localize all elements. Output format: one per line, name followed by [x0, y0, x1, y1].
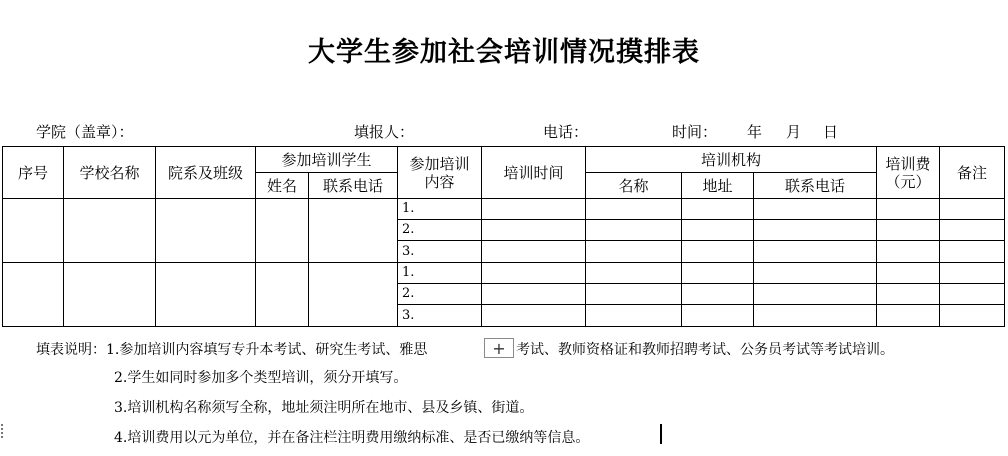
header-seq: 序号 — [3, 147, 64, 199]
page-title: 大学生参加社会培训情况摸排表 — [308, 37, 700, 68]
fee-cell[interactable] — [877, 241, 940, 263]
org-phone-cell[interactable] — [754, 220, 877, 241]
org-address-cell[interactable] — [682, 199, 754, 220]
content-cell[interactable]: 2. — [398, 220, 482, 241]
table-row — [3, 263, 1005, 284]
header-name: 姓名 — [256, 173, 309, 199]
org-name-cell[interactable] — [586, 263, 682, 284]
name-cell[interactable] — [256, 263, 309, 327]
time-cell[interactable] — [482, 220, 586, 241]
month-label: 月 — [786, 123, 802, 141]
time-cell[interactable] — [482, 263, 586, 284]
school-cell[interactable] — [64, 263, 156, 327]
fee-cell[interactable] — [877, 284, 940, 305]
header-fee-line2: （元） — [885, 172, 931, 191]
header-time: 培训时间 — [482, 147, 586, 199]
content-cell[interactable]: 1. — [398, 263, 482, 284]
header-school: 学校名称 — [64, 147, 156, 199]
college-label: 学院（盖章）： — [36, 123, 134, 141]
org-phone-cell[interactable] — [754, 263, 877, 284]
header-student-phone: 联系电话 — [309, 173, 398, 199]
text-cursor — [660, 424, 662, 444]
student-phone-cell[interactable] — [309, 263, 398, 327]
header-org-phone: 联系电话 — [754, 173, 877, 199]
remark-cell[interactable] — [940, 263, 1005, 284]
org-address-cell[interactable] — [682, 263, 754, 284]
header-student-group: 参加培训学生 — [256, 147, 398, 173]
header-content — [398, 147, 482, 199]
fee-cell[interactable] — [877, 263, 940, 284]
table-row — [3, 199, 1005, 220]
header-org-name: 名称 — [586, 173, 682, 199]
remark-cell[interactable] — [940, 284, 1005, 305]
remark-cell[interactable] — [940, 305, 1005, 327]
fee-cell[interactable] — [877, 220, 940, 241]
content-cell[interactable]: 2. — [398, 284, 482, 305]
day-label: 日 — [823, 123, 839, 141]
fee-cell[interactable] — [877, 305, 940, 327]
remark-cell[interactable] — [940, 199, 1005, 220]
name-cell[interactable] — [256, 199, 309, 263]
header-dept-class: 院系及班级 — [156, 147, 256, 199]
seq-cell[interactable] — [3, 199, 64, 263]
org-name-cell[interactable] — [586, 284, 682, 305]
org-name-cell[interactable] — [586, 305, 682, 327]
org-name-cell[interactable] — [586, 241, 682, 263]
time-cell[interactable] — [482, 241, 586, 263]
add-content-button[interactable]: + — [484, 338, 514, 358]
org-address-cell[interactable] — [682, 220, 754, 241]
header-fee-line1: 培训费 — [885, 154, 931, 173]
time-cell[interactable] — [482, 305, 586, 327]
time-cell[interactable] — [482, 284, 586, 305]
org-phone-cell[interactable] — [754, 241, 877, 263]
org-phone-cell[interactable] — [754, 305, 877, 327]
note-3: 3.培训机构名称须写全称，地址须注明所在地市、县及乡镇、街道。 — [114, 400, 534, 416]
note-1-suffix: 考试、教师资格证和教师招聘考试、公务员考试等考试培训。 — [516, 342, 894, 358]
header-org-address: 地址 — [682, 173, 754, 199]
org-phone-cell[interactable] — [754, 284, 877, 305]
fee-cell[interactable] — [877, 199, 940, 220]
time-label: 时间： — [672, 123, 718, 141]
drag-handle-icon[interactable] — [1, 424, 4, 440]
header-remark: 备注 — [940, 147, 1005, 199]
survey-table — [2, 146, 1005, 327]
org-name-cell[interactable] — [586, 220, 682, 241]
year-label: 年 — [747, 123, 763, 141]
org-address-cell[interactable] — [682, 284, 754, 305]
note-2: 2.学生如同时参加多个类型培训，须分开填写。 — [114, 370, 408, 386]
note-4: 4.培训费用以元为单位，并在备注栏注明费用缴纳标准、是否已缴纳等信息。 — [114, 430, 590, 446]
phone-label: 电话： — [543, 123, 589, 141]
header-fee — [877, 147, 940, 199]
seq-cell[interactable] — [3, 263, 64, 327]
header-content-line2: 内容 — [424, 172, 455, 191]
org-address-cell[interactable] — [682, 305, 754, 327]
header-org-group: 培训机构 — [586, 147, 877, 173]
content-cell[interactable]: 3. — [398, 241, 482, 263]
org-name-cell[interactable] — [586, 199, 682, 220]
dept-class-cell[interactable] — [156, 263, 256, 327]
header-content-line1: 参加培训 — [409, 154, 470, 173]
time-cell[interactable] — [482, 199, 586, 220]
reporter-label: 填报人： — [354, 123, 415, 141]
note-1-prefix: 填表说明：1.参加培训内容填写专升本考试、研究生考试、雅思 — [36, 342, 428, 358]
content-cell[interactable]: 3. — [398, 305, 482, 327]
remark-cell[interactable] — [940, 241, 1005, 263]
dept-class-cell[interactable] — [156, 199, 256, 263]
remark-cell[interactable] — [940, 220, 1005, 241]
org-phone-cell[interactable] — [754, 199, 877, 220]
org-address-cell[interactable] — [682, 241, 754, 263]
school-cell[interactable] — [64, 199, 156, 263]
student-phone-cell[interactable] — [309, 199, 398, 263]
content-cell[interactable]: 1. — [398, 199, 482, 220]
